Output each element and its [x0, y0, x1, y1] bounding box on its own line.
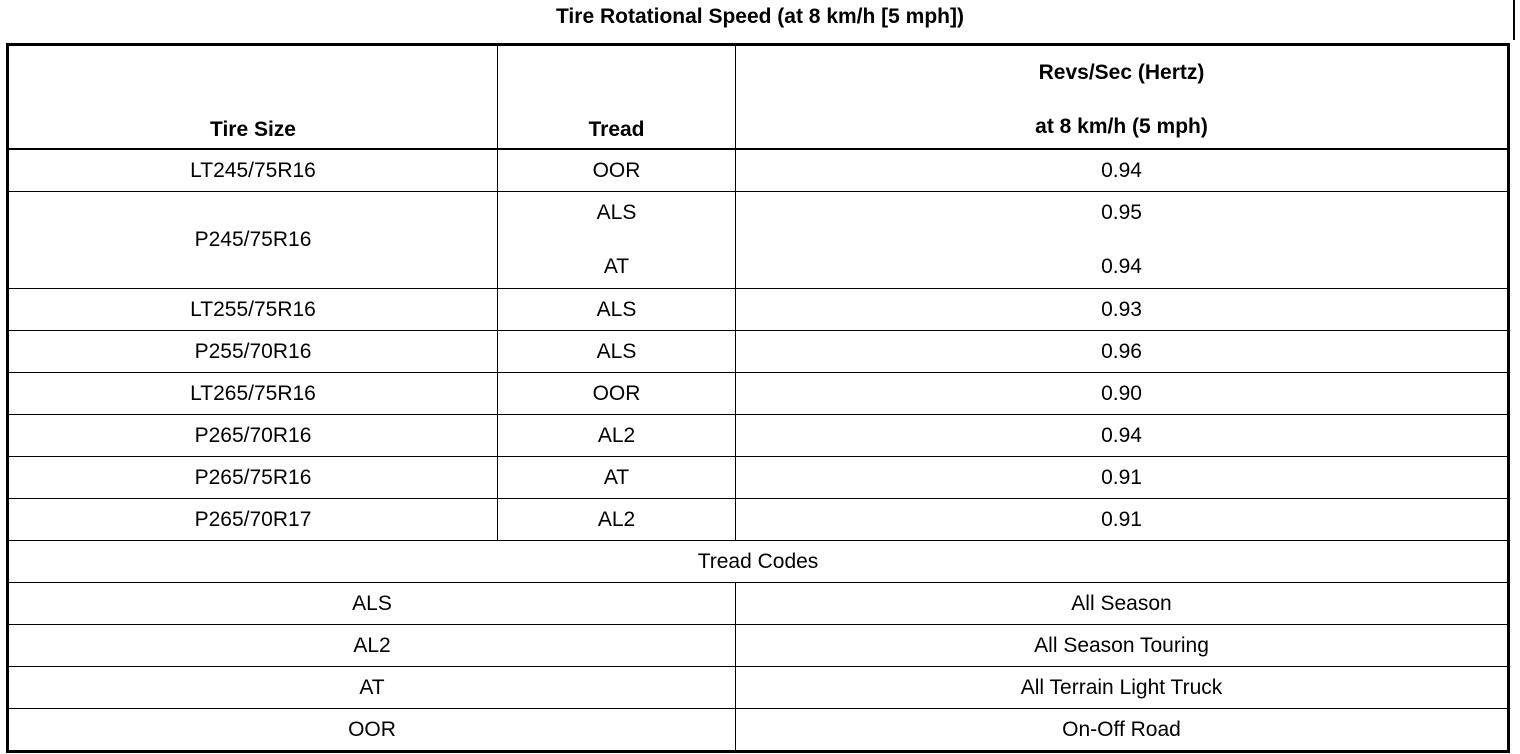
tread-meaning-cell: All Season	[736, 583, 1509, 625]
header-tire-size: Tire Size	[8, 45, 498, 150]
tread-code-row	[8, 709, 1509, 752]
tire-speed-table	[6, 43, 1510, 753]
revs-cell: 0.93	[736, 289, 1509, 331]
tread-code-cell: AT	[8, 667, 736, 709]
divider	[1513, 0, 1515, 40]
tread-value: ALS	[596, 201, 637, 224]
tire-size-cell: LT245/75R16	[8, 149, 498, 192]
tire-size-cell: LT255/75R16	[8, 289, 498, 331]
revs-cell: 0.94	[736, 149, 1509, 192]
tread-cell: OOR	[498, 373, 736, 415]
header-revs	[736, 45, 1509, 150]
revs-value: 0.94	[1101, 255, 1142, 278]
revs-value: 0.95	[1101, 201, 1142, 224]
table-row	[8, 373, 1509, 415]
table-row	[8, 415, 1509, 457]
tire-size-cell: P265/70R16	[8, 415, 498, 457]
tire-size-cell: P245/75R16	[8, 192, 498, 289]
tire-size-cell: P265/75R16	[8, 457, 498, 499]
tread-cell	[498, 192, 736, 289]
tread-code-cell: AL2	[8, 625, 736, 667]
tread-cell: AL2	[498, 415, 736, 457]
revs-cell: 0.96	[736, 331, 1509, 373]
revs-cell: 0.91	[736, 457, 1509, 499]
table-row	[8, 289, 1509, 331]
table-row	[8, 457, 1509, 499]
tread-code-row	[8, 625, 1509, 667]
header-tread: Tread	[498, 45, 736, 150]
header-revs-line1: Revs/Sec (Hertz)	[1038, 61, 1205, 84]
table-header-row	[8, 45, 1509, 150]
tread-codes-heading: Tread Codes	[8, 541, 1509, 583]
tread-value: AT	[603, 255, 630, 278]
tread-codes-heading-row	[8, 541, 1509, 583]
table-row	[8, 149, 1509, 192]
tread-cell: ALS	[498, 289, 736, 331]
tire-size-cell: P255/70R16	[8, 331, 498, 373]
tread-cell: AL2	[498, 499, 736, 541]
table-row	[8, 331, 1509, 373]
tread-cell: OOR	[498, 149, 736, 192]
revs-cell	[736, 192, 1509, 289]
tread-meaning-cell: All Terrain Light Truck	[736, 667, 1509, 709]
revs-cell: 0.94	[736, 415, 1509, 457]
tire-size-cell: LT265/75R16	[8, 373, 498, 415]
tread-code-cell: ALS	[8, 583, 736, 625]
page-title: Tire Rotational Speed (at 8 km/h [5 mph])	[555, 5, 964, 28]
tread-code-cell: OOR	[8, 709, 736, 752]
revs-cell: 0.91	[736, 499, 1509, 541]
tread-code-row	[8, 667, 1509, 709]
tread-meaning-cell: All Season Touring	[736, 625, 1509, 667]
table-row	[8, 192, 1509, 289]
tread-cell: ALS	[498, 331, 736, 373]
tread-code-row	[8, 583, 1509, 625]
table-row	[8, 499, 1509, 541]
header-revs-line2: at 8 km/h (5 mph)	[1035, 115, 1208, 138]
tread-cell: AT	[498, 457, 736, 499]
tire-size-cell: P265/70R17	[8, 499, 498, 541]
tread-meaning-cell: On-Off Road	[736, 709, 1509, 752]
revs-cell: 0.90	[736, 373, 1509, 415]
